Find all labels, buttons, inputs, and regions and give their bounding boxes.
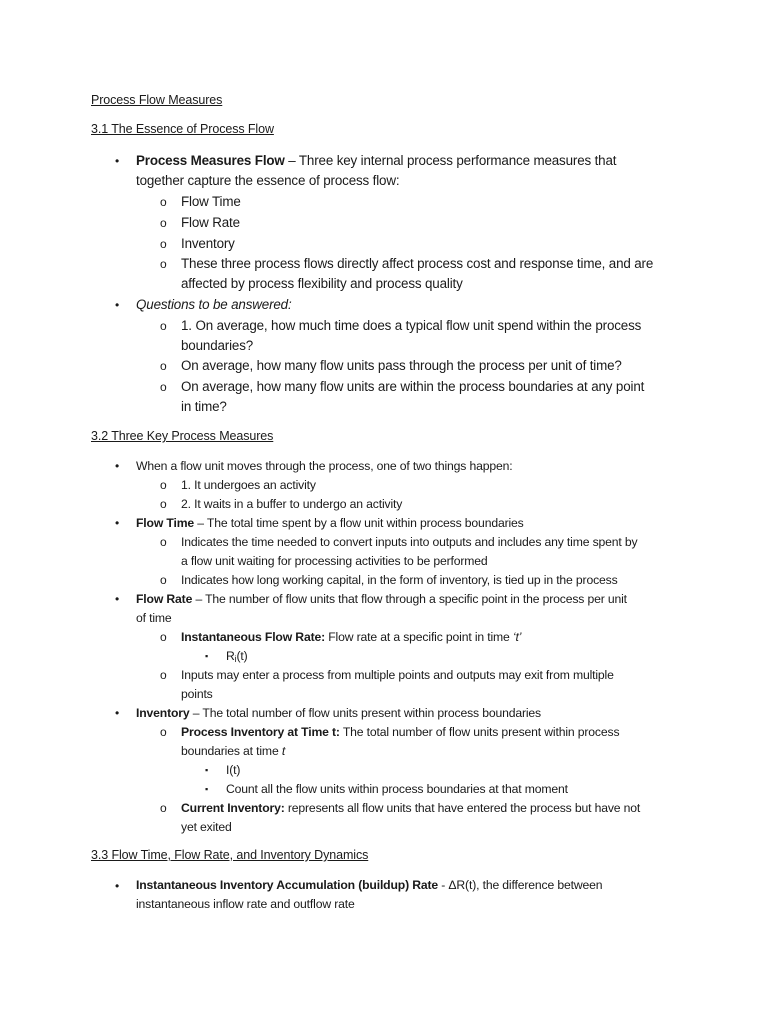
circle-bullet-icon: o: [160, 195, 167, 209]
list-item-inventory: Inventory – The total number of flow units present within process boundaries: [136, 706, 542, 720]
section-3-2-heading: 3.2 Three Key Process Measures: [91, 429, 274, 443]
list-item-flow-rate: Flow Rate – The number of flow units that flow through a specific point in the process per unit: [136, 592, 627, 606]
sub-item-continuation: affected by process flexibility and process quality: [181, 276, 463, 291]
bullet-icon: •: [115, 516, 120, 530]
sub-item-continuation: points: [181, 687, 213, 701]
list-item-questions: Questions to be answered:: [136, 297, 292, 312]
sub-item-inventory: Inventory: [181, 236, 235, 251]
circle-bullet-icon: o: [160, 319, 167, 333]
list-item-continuation: together capture the essence of process flow:: [136, 173, 400, 188]
question-3: On average, how many flow units are within the process boundaries at any point: [181, 379, 645, 394]
sub-sub-item-count: Count all the flow units within process boundaries at that moment: [226, 782, 568, 796]
section-3-3-heading: 3.3 Flow Time, Flow Rate, and Inventory Dynamics: [91, 848, 369, 862]
sub-item-three-flows: These three process flows directly affect process cost and response time, and are: [181, 256, 654, 271]
sub-item-process-inventory: Process Inventory at Time t: The total number of flow units present within process: [181, 725, 620, 739]
circle-bullet-icon: o: [160, 216, 167, 230]
question-3-continuation: in time?: [181, 399, 227, 414]
list-item-inventory-accumulation: Instantaneous Inventory Accumulation (buildup) Rate - ΔR(t), the difference between: [136, 878, 603, 892]
bullet-icon: •: [115, 592, 120, 606]
question-1-continuation: boundaries?: [181, 338, 254, 353]
sub-sub-item-i-t: I(t): [226, 763, 241, 777]
section-3-1-heading: 3.1 The Essence of Process Flow: [91, 122, 274, 136]
circle-bullet-icon: o: [160, 630, 167, 644]
circle-bullet-icon: o: [160, 725, 167, 739]
sub-item-inputs-outputs: Inputs may enter a process from multiple points and outputs may exit from multiple: [181, 668, 614, 682]
sub-item-undergoes-activity: 1. It undergoes an activity: [181, 478, 316, 492]
sub-item-continuation: boundaries at time t: [181, 744, 286, 758]
circle-bullet-icon: o: [160, 359, 167, 373]
list-item-flow-time: Flow Time – The total time spent by a flow unit within process boundaries: [136, 516, 524, 530]
sub-item-flow-time: Flow Time: [181, 194, 241, 209]
circle-bullet-icon: o: [160, 668, 167, 682]
document-title: Process Flow Measures: [91, 93, 223, 107]
bullet-icon: •: [115, 154, 120, 168]
bullet-icon: •: [115, 879, 120, 893]
list-item-continuation: instantaneous inflow rate and outflow rate: [136, 897, 355, 911]
square-bullet-icon: ▪: [205, 784, 209, 794]
circle-bullet-icon: o: [160, 801, 167, 815]
circle-bullet-icon: o: [160, 478, 167, 492]
list-item-process-measures-flow: Process Measures Flow – Three key internal process performance measures that: [136, 153, 617, 168]
term: Process Measures Flow: [136, 153, 285, 168]
bullet-icon: •: [115, 706, 120, 720]
circle-bullet-icon: o: [160, 573, 167, 587]
circle-bullet-icon: o: [160, 237, 167, 251]
sub-item-time-needed: Indicates the time needed to convert inputs into outputs and includes any time spent by: [181, 535, 638, 549]
square-bullet-icon: ▪: [205, 765, 209, 775]
sub-item-continuation: a flow unit waiting for processing activities to be performed: [181, 554, 488, 568]
bullet-icon: •: [115, 459, 120, 473]
question-2: On average, how many flow units pass through the process per unit of time?: [181, 358, 622, 373]
circle-bullet-icon: o: [160, 535, 167, 549]
sub-item-continuation: yet exited: [181, 820, 232, 834]
circle-bullet-icon: o: [160, 497, 167, 511]
question-1: 1. On average, how much time does a typical flow unit spend within the process: [181, 318, 642, 333]
circle-bullet-icon: o: [160, 380, 167, 394]
square-bullet-icon: ▪: [205, 651, 209, 661]
sub-sub-item-ri-t: $R_i(t)$: [226, 649, 248, 664]
sub-item-waits-in-buffer: 2. It waits in a buffer to undergo an activity: [181, 497, 403, 511]
circle-bullet-icon: o: [160, 257, 167, 271]
sub-item-current-inventory: Current Inventory: represents all flow units that have entered the process but have not: [181, 801, 641, 815]
sub-item-working-capital: Indicates how long working capital, in the form of inventory, is tied up in the process: [181, 573, 618, 587]
sub-item-flow-rate: Flow Rate: [181, 215, 240, 230]
sub-item-instantaneous-flow-rate: Instantaneous Flow Rate: Flow rate at a specific point in time ‘t’: [181, 630, 522, 644]
list-item-flow-unit-moves: When a flow unit moves through the process, one of two things happen:: [136, 459, 513, 473]
bullet-icon: •: [115, 298, 120, 312]
list-item-continuation: of time: [136, 611, 172, 625]
